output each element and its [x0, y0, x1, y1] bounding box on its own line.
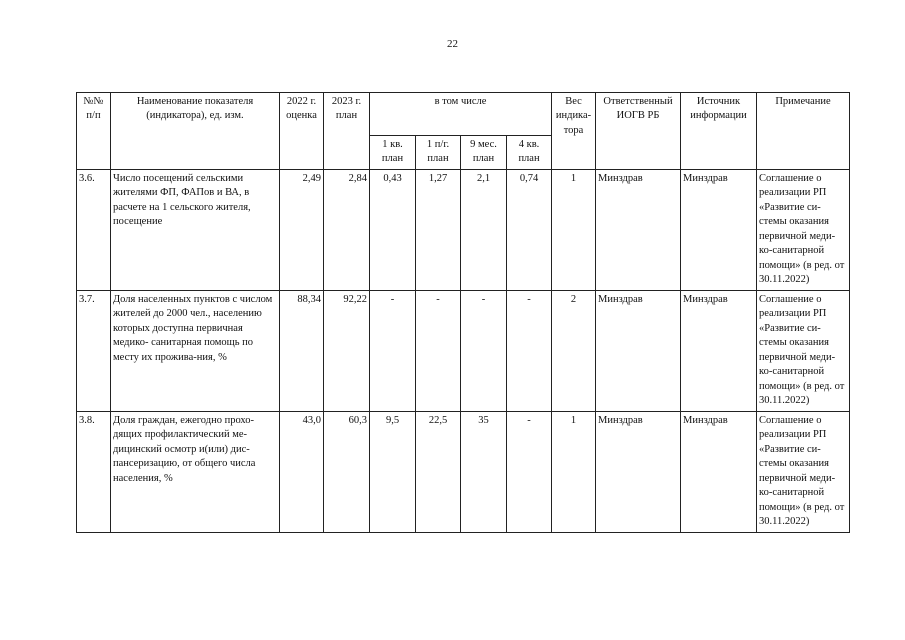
row-source: Минздрав — [681, 169, 757, 290]
row-source: Минздрав — [681, 411, 757, 532]
row-weight: 1 — [552, 169, 596, 290]
header-h1: 1 п/г. план — [416, 136, 461, 170]
row-num: 3.6. — [77, 169, 111, 290]
row-2023: 2,84 — [324, 169, 370, 290]
header-source: Источник информации — [681, 93, 757, 170]
header-including: в том числе — [370, 93, 552, 136]
row-q4: - — [507, 411, 552, 532]
row-q4: 0,74 — [507, 169, 552, 290]
header-responsible: Ответственный ИОГВ РБ — [596, 93, 681, 170]
row-weight: 1 — [552, 411, 596, 532]
row-num: 3.7. — [77, 290, 111, 411]
header-weight: Вес индика-тора — [552, 93, 596, 170]
header-2023: 2023 г. план — [324, 93, 370, 170]
row-responsible: Минздрав — [596, 290, 681, 411]
row-num: 3.8. — [77, 411, 111, 532]
header-name: Наименование показателя (индикатора), ед. изм. — [111, 93, 280, 170]
row-2022: 2,49 — [280, 169, 324, 290]
row-source: Минздрав — [681, 290, 757, 411]
header-note: Примечание — [757, 93, 850, 170]
table-row — [77, 290, 850, 411]
row-note: Соглашение о реализации РП «Развитие си-стемы оказания первичной меди-ко-санитарной помощи» (в ред. от 30.11.2022) — [757, 169, 850, 290]
row-note: Соглашение о реализации РП «Развитие си-стемы оказания первичной меди-ко-санитарной помощи» (в ред. от 30.11.2022) — [757, 411, 850, 532]
header-2022: 2022 г. оценка — [280, 93, 324, 170]
row-q1: 0,43 — [370, 169, 416, 290]
row-2023: 60,3 — [324, 411, 370, 532]
row-q1: - — [370, 290, 416, 411]
row-name: Доля населенных пунктов с числом жителей до 2000 чел., населению которых доступна первичная медико- санитарная помощь по месту их прожива-ния, % — [111, 290, 280, 411]
row-9m: 35 — [461, 411, 507, 532]
row-note: Соглашение о реализации РП «Развитие си-стемы оказания первичной меди-ко-санитарной помощи» (в ред. от 30.11.2022) — [757, 290, 850, 411]
row-h1: 22,5 — [416, 411, 461, 532]
row-9m: 2,1 — [461, 169, 507, 290]
table-row — [77, 169, 850, 290]
header-num: №№ п/п — [77, 93, 111, 170]
row-q1: 9,5 — [370, 411, 416, 532]
row-h1: - — [416, 290, 461, 411]
row-2022: 88,34 — [280, 290, 324, 411]
page-number: 22 — [447, 38, 458, 50]
row-responsible: Минздрав — [596, 411, 681, 532]
row-name: Доля граждан, ежегодно прохо-дящих профилактический ме-дицинский осмотр и(или) дис-пансеризацию, от общего числа населения, % — [111, 411, 280, 532]
row-h1: 1,27 — [416, 169, 461, 290]
header-q4: 4 кв. план — [507, 136, 552, 170]
row-weight: 2 — [552, 290, 596, 411]
row-2022: 43,0 — [280, 411, 324, 532]
row-2023: 92,22 — [324, 290, 370, 411]
row-q4: - — [507, 290, 552, 411]
row-name: Число посещений сельскими жителями ФП, ФАПов и ВА, в расчете на 1 сельского жителя, посещение — [111, 169, 280, 290]
header-row — [77, 93, 850, 136]
header-q1: 1 кв. план — [370, 136, 416, 170]
row-9m: - — [461, 290, 507, 411]
row-responsible: Минздрав — [596, 169, 681, 290]
table-row — [77, 411, 850, 532]
indicators-table — [76, 92, 850, 533]
header-9m: 9 мес. план — [461, 136, 507, 170]
